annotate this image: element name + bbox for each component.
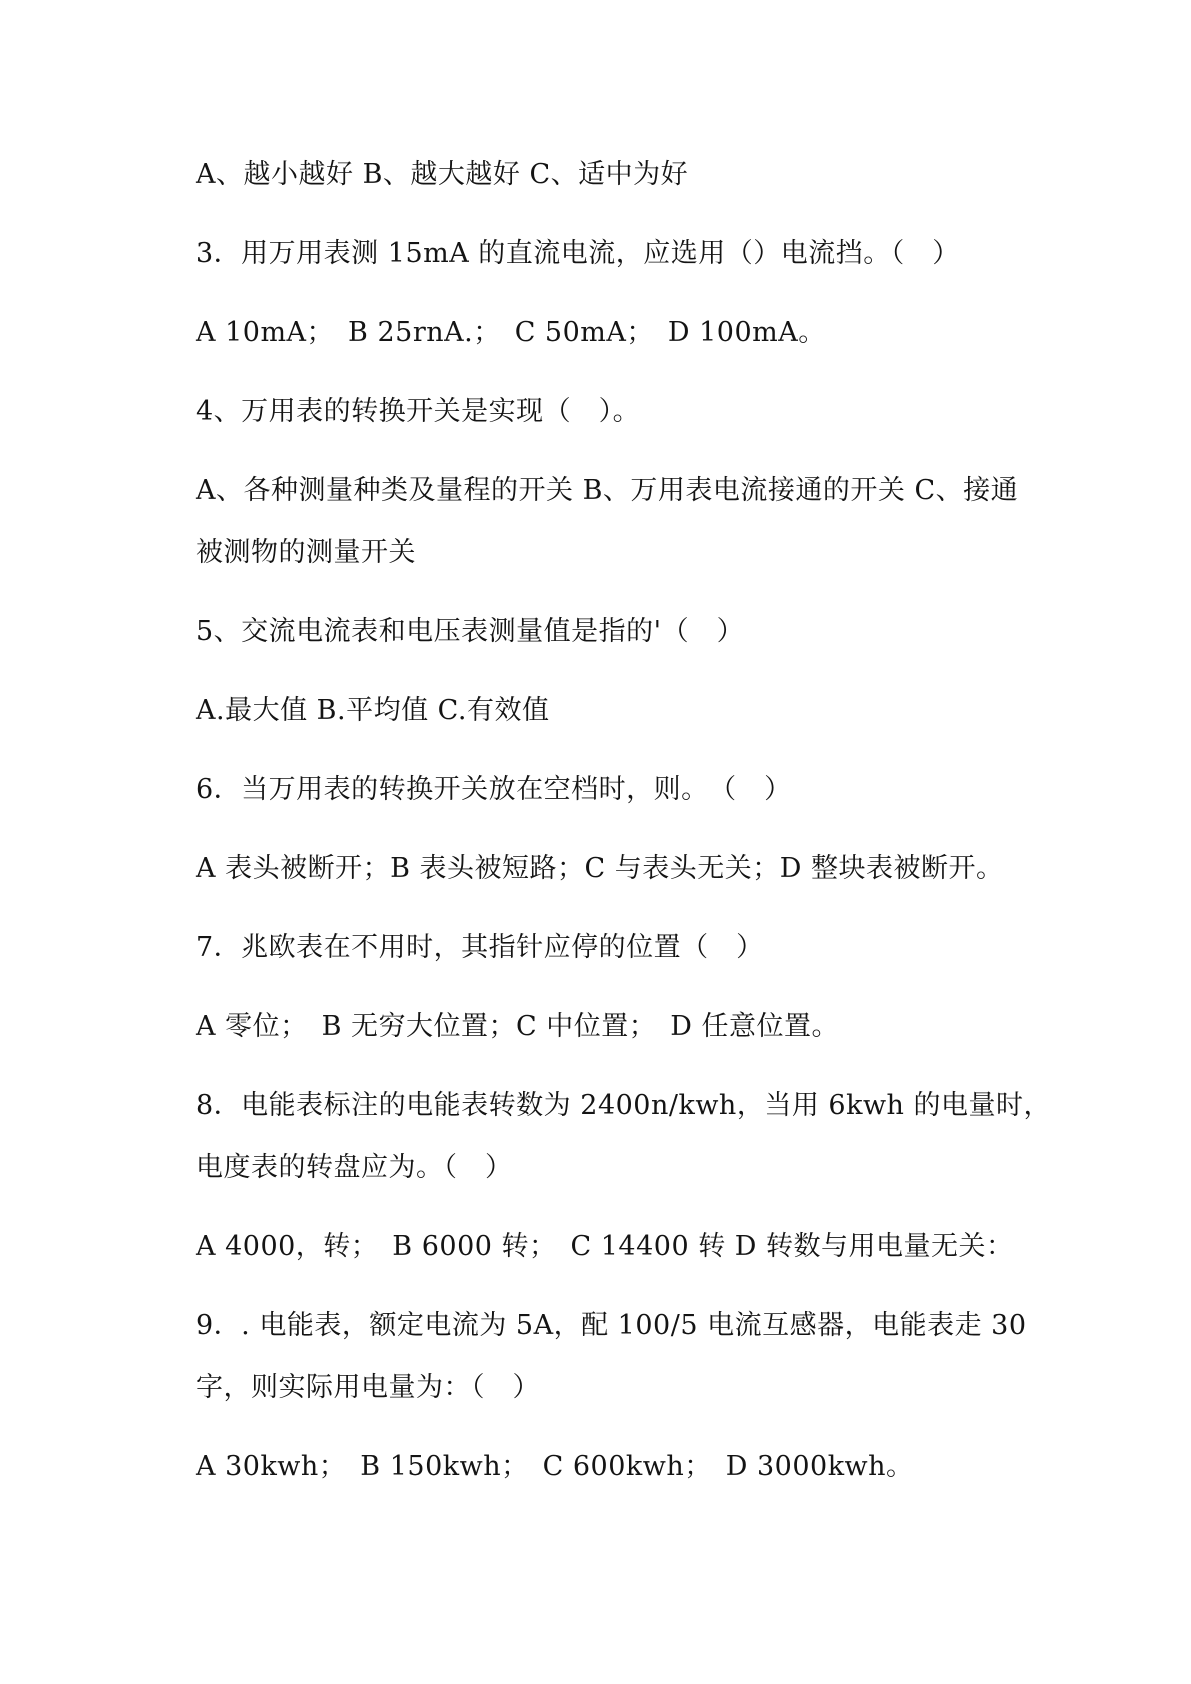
question-9: 9．. 电能表，额定电流为 5A，配 100/5 电流互感器，电能表走 30 [196, 1310, 1027, 1341]
option-line-q6: A 表头被断开；B 表头被短路；C 与表头无关；D 整块表被断开。 [196, 853, 1004, 884]
question-7: 7．兆欧表在不用时，其指针应停的位置（ ） [196, 932, 764, 963]
option-line-q8: A 4000，转； B 6000 转； C 14400 转 D 转数与用电量无关： [196, 1231, 1014, 1262]
option-line-q4-continued: 被测物的测量开关 [196, 537, 416, 568]
question-3: 3．用万用表测 15mA 的直流电流，应选用（）电流挡。（ ） [196, 238, 960, 269]
option-line-q7: A 零位； B 无穷大位置；C 中位置； D 任意位置。 [196, 1011, 839, 1042]
option-line-q3: A 10mA； B 25rnA.； C 50mA； D 100mA。 [196, 317, 826, 348]
option-line-q9: A 30kwh； B 150kwh； C 600kwh； D 3000kwh。 [196, 1451, 914, 1482]
question-8-continued: 电度表的转盘应为。（ ） [196, 1152, 513, 1183]
question-9-continued: 字，则实际用电量为：（ ） [196, 1372, 540, 1403]
option-line-q5: A.最大值 B.平均值 C.有效值 [196, 695, 550, 726]
option-line-q2: A、越小越好 B、越大越好 C、适中为好 [196, 159, 689, 190]
question-8: 8．电能表标注的电能表转数为 2400n/kwh，当用 6kwh 的电量时， [196, 1090, 1052, 1121]
question-5: 5、交流电流表和电压表测量值是指的'（ ） [196, 616, 745, 647]
question-6: 6．当万用表的转换开关放在空档时，则。 （ ） [196, 774, 792, 805]
question-4: 4、万用表的转换开关是实现（ ）。 [196, 396, 641, 427]
option-line-q4: A、各种测量种类及量程的开关 B、万用表电流接通的开关 C、接通 [196, 475, 1019, 506]
